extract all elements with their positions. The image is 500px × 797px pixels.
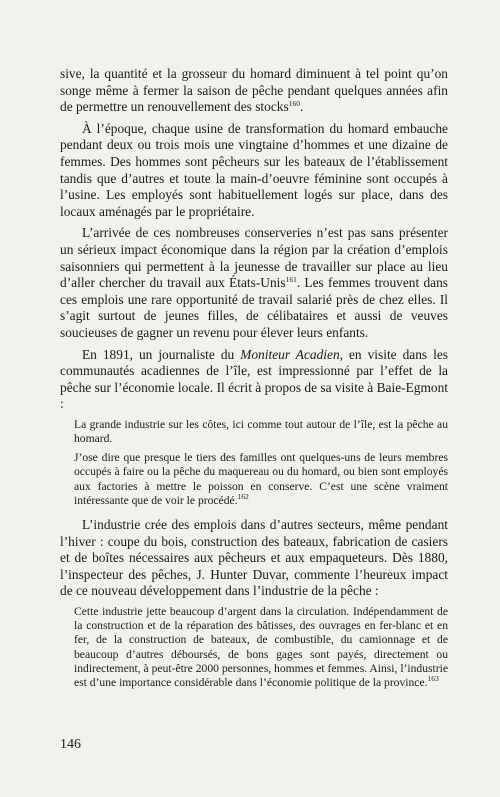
footnote-ref-160: 160	[288, 99, 300, 109]
paragraph-1	[60, 66, 448, 116]
quote-2-paragraph	[74, 605, 448, 690]
body-text	[60, 66, 448, 699]
paragraph-4-rest: , en visite dans les communautés acadiennes de l’île, est impressionné par l’effet de la pêche sur l’économie locale. Il écrit à propos de sa visite à Baie-Egmont :	[60, 346, 448, 412]
paragraph-4-lead: En 1891, un journaliste du	[82, 346, 241, 362]
paragraph-1-text: sive, la quantité et la grosseur du homard diminuent à tel point qu’on songe même à fermer la saison de pêche pendant quelques années afin de permettre un renouvellement des stocks	[60, 66, 448, 115]
page-number: 146	[60, 737, 81, 752]
paragraph-3	[60, 225, 448, 341]
block-quote-1	[74, 418, 448, 508]
paragraph-5: L’industrie crée des emplois dans d’autres secteurs, même pendant l’hiver : coupe du bois, construction des bateaux, fabrication de casiers et de boîtes nécessaires aux pêcheurs et aux empaqueteurs. Dès 1880, l’inspecteur des pêches, J. Hunter Duvar, commente l’heureux impact de ce nouveau développement dans l’industrie de la pêche :	[60, 517, 448, 599]
paragraph-3-text: L’arrivée de ces nombreuses conserveries n’est pas sans présenter un sérieux impact économique dans la région par la création d’emplois saisonniers qui permettent à la jeunesse de travailler sur place au lieu d’aller chercher du travail aux États-Unis	[60, 225, 448, 291]
newspaper-title: Moniteur Acadien	[240, 346, 340, 362]
block-quote-2	[74, 605, 448, 690]
footnote-ref-162: 162	[237, 491, 249, 501]
paragraph-1-tail: .	[299, 99, 304, 115]
quote-1-paragraph-2	[74, 451, 448, 508]
paragraph-3-tail: . Les femmes trouvent dans ces emplois une rare opportunité de travail salarié près de chez elles. Il s’agit surtout de jeunes filles, de célibataires et aussi de veuves soucieuses de gagner un revenu pour élever leurs enfants.	[60, 275, 448, 340]
footnote-ref-163: 163	[427, 674, 439, 684]
quote-1-paragraph-2-text: J’ose dire que presque le tiers des familles ont quelques-uns de leurs membres occupés à faire ou la pêche du maquereau ou du homard, ou bien sont employés aux factories à mettre le poisson en conserve. C’est une scène vraiment intéressante que de voir le procédé.	[74, 451, 448, 507]
quote-2-text: Cette industrie jette beaucoup d’argent dans la circulation. Indépendamment de la construction et de la réparation des bâtisses, des ouvrages en fer-blanc et en fer, de la construction de bateaux, de combustible, du camionnage et de beaucoup d’autres déboursés, de bons gages sont payés, directement ou indirectement, à peut-être 2000 personnes, hommes et femmes. Ainsi, l’industrie est d’une importance considérable dans l’économie politique de la province.	[74, 605, 448, 690]
quote-1-paragraph-1: La grande industrie sur les côtes, ici comme tout autour de l’île, est la pêche au homard.	[74, 417, 448, 446]
footnote-ref-161: 161	[285, 275, 297, 285]
paragraph-4	[60, 347, 448, 413]
paragraph-2: À l’époque, chaque usine de transformation du homard embauche pendant deux ou trois mois une vingtaine d’hommes et une dizaine de femmes. Des hommes sont pêcheurs sur les bateaux de l’établissement tandis que d’autres et toute la main-d’oeuvre féminine sont occupés à l’usine. Les employés sont habituellement logés sur place, dans des locaux aménagés par le propriétaire.	[60, 120, 448, 219]
